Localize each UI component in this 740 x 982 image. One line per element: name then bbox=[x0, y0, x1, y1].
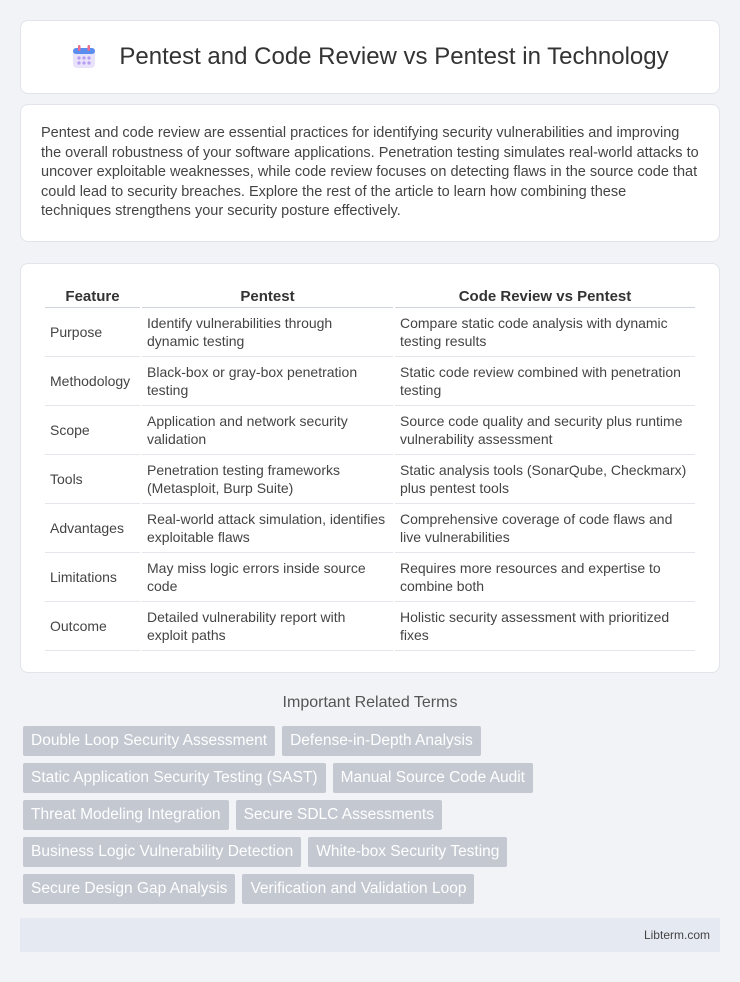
table-cell-comparison: Comprehensive coverage of code flaws and live vulnerabilities bbox=[395, 504, 695, 553]
tag-row bbox=[23, 726, 723, 756]
related-term-tag[interactable]: Threat Modeling Integration bbox=[23, 800, 229, 830]
related-term-tag[interactable]: Secure SDLC Assessments bbox=[236, 800, 442, 830]
tag-row bbox=[23, 763, 723, 793]
tag-row bbox=[23, 800, 723, 830]
table-cell-pentest: Penetration testing frameworks (Metasploit, Burp Suite) bbox=[142, 455, 393, 504]
table-cell-comparison: Compare static code analysis with dynamic testing results bbox=[395, 308, 695, 357]
related-term-tag[interactable]: Verification and Validation Loop bbox=[242, 874, 474, 904]
table-cell-pentest: Identify vulnerabilities through dynamic testing bbox=[142, 308, 393, 357]
column-header-code-review-vs-pentest: Code Review vs Pentest bbox=[395, 284, 695, 308]
related-term-tag[interactable]: Static Application Security Testing (SAST) bbox=[23, 763, 326, 793]
table-cell-pentest: Detailed vulnerability report with exploit paths bbox=[142, 602, 393, 651]
related-term-tag[interactable]: Double Loop Security Assessment bbox=[23, 726, 275, 756]
table-cell-feature: Purpose bbox=[45, 308, 140, 357]
column-header-feature: Feature bbox=[45, 284, 140, 308]
table-row bbox=[45, 308, 695, 357]
comparison-table-card bbox=[20, 263, 720, 673]
table-row bbox=[45, 406, 695, 455]
tag-row bbox=[23, 837, 723, 867]
intro-card bbox=[20, 104, 720, 242]
table-row bbox=[45, 455, 695, 504]
related-term-tag[interactable]: Business Logic Vulnerability Detection bbox=[23, 837, 301, 867]
intro-text: Pentest and code review are essential practices for identifying security vulnerabilities and improving the overall robustness of your software applications. Penetration testing simulates real-world attacks to uncover exploitable weaknesses, while code review focuses on detecting flaws in the source code that could lead to security breaches. Explore the rest of the article to learn how combining these techniques strengthens your security posture effectively. bbox=[41, 125, 699, 219]
page-title: Pentest and Code Review vs Pentest in Technology bbox=[119, 43, 669, 70]
table-cell-feature: Methodology bbox=[45, 357, 140, 406]
table-row bbox=[45, 602, 695, 651]
calendar-icon bbox=[71, 44, 97, 70]
comparison-table bbox=[43, 284, 697, 651]
table-cell-pentest: Application and network security validation bbox=[142, 406, 393, 455]
tag-row bbox=[23, 874, 723, 904]
related-term-tag[interactable]: Secure Design Gap Analysis bbox=[23, 874, 235, 904]
table-cell-feature: Outcome bbox=[45, 602, 140, 651]
header-card bbox=[20, 20, 720, 94]
related-term-tag[interactable]: White-box Security Testing bbox=[308, 837, 507, 867]
table-cell-comparison: Static code review combined with penetration testing bbox=[395, 357, 695, 406]
table-cell-feature: Advantages bbox=[45, 504, 140, 553]
footer bbox=[20, 918, 720, 952]
table-cell-pentest: Real-world attack simulation, identifies exploitable flaws bbox=[142, 504, 393, 553]
table-cell-feature: Scope bbox=[45, 406, 140, 455]
table-cell-comparison: Source code quality and security plus runtime vulnerability assessment bbox=[395, 406, 695, 455]
table-row bbox=[45, 553, 695, 602]
related-terms-list bbox=[23, 726, 723, 911]
table-row bbox=[45, 357, 695, 406]
related-term-tag[interactable]: Manual Source Code Audit bbox=[333, 763, 533, 793]
table-header-row bbox=[45, 284, 695, 308]
table-cell-pentest: Black-box or gray-box penetration testing bbox=[142, 357, 393, 406]
table-cell-feature: Limitations bbox=[45, 553, 140, 602]
footer-site-link[interactable]: Libterm.com bbox=[643, 928, 710, 942]
table-cell-pentest: May miss logic errors inside source code bbox=[142, 553, 393, 602]
table-cell-comparison: Holistic security assessment with prioritized fixes bbox=[395, 602, 695, 651]
related-term-tag[interactable]: Defense-in-Depth Analysis bbox=[282, 726, 481, 756]
related-terms-title: Important Related Terms bbox=[282, 694, 458, 711]
table-cell-feature: Tools bbox=[45, 455, 140, 504]
table-row bbox=[45, 504, 695, 553]
table-cell-comparison: Requires more resources and expertise to combine both bbox=[395, 553, 695, 602]
table-cell-comparison: Static analysis tools (SonarQube, Checkmarx) plus pentest tools bbox=[395, 455, 695, 504]
column-header-pentest: Pentest bbox=[142, 284, 393, 308]
